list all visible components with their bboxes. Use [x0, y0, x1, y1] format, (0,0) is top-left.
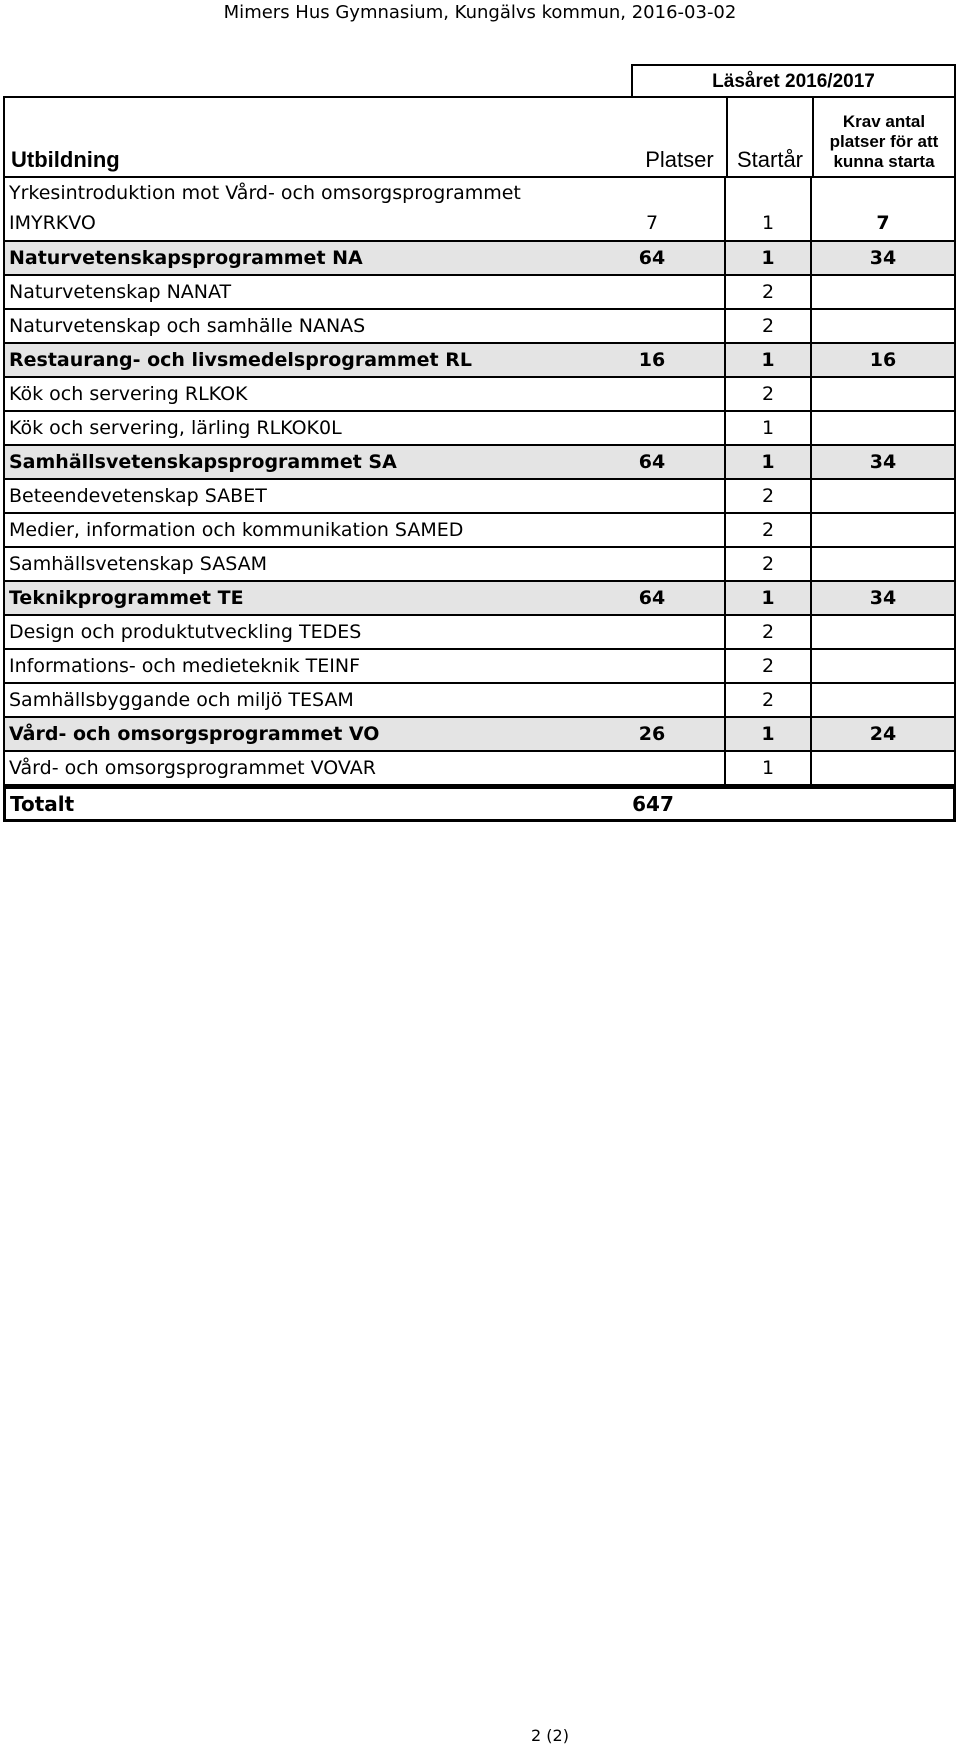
- startar-cell: 2: [724, 616, 810, 648]
- program-name-cell: Restaurang- och livsmedelsprogrammet RL: [9, 349, 472, 371]
- specialization-row: [3, 514, 956, 548]
- table-header-row: [3, 96, 956, 178]
- column-header-startar-label: Startår: [736, 147, 804, 172]
- total-label: Totalt: [10, 792, 75, 816]
- specialization-row: [3, 310, 956, 344]
- krav-cell: [810, 650, 954, 682]
- specialization-row: [3, 752, 956, 786]
- program-name-cell: Yrkesintroduktion mot Vård- och omsorgsprogrammet IMYRKVO: [9, 182, 521, 234]
- specialization-row: [3, 412, 956, 446]
- krav-cell: 16: [810, 344, 954, 376]
- specialization-row: [3, 650, 956, 684]
- krav-cell: [810, 752, 954, 784]
- program-table-body: [3, 178, 956, 822]
- startar-cell: 1: [724, 582, 810, 614]
- krav-cell: [810, 684, 954, 716]
- program-name-cell: Vård- och omsorgsprogrammet VO: [9, 723, 380, 745]
- page-number: 2 (2): [531, 1726, 569, 1745]
- program-name-cell: Kök och servering, lärling RLKOK0L: [9, 417, 342, 439]
- startar-cell: 2: [724, 378, 810, 410]
- startar-cell: 1: [724, 752, 810, 784]
- specialization-row: [3, 276, 956, 310]
- startar-cell: 1: [724, 446, 810, 478]
- startar-cell: 1: [724, 242, 810, 274]
- program-name-cell: Vård- och omsorgsprogrammet VOVAR: [9, 757, 376, 779]
- program-name-cell: Samhällsvetenskapsprogrammet SA: [9, 451, 397, 473]
- startar-cell: 1: [724, 178, 810, 240]
- program-row: [3, 242, 956, 276]
- program-name-cell: Informations- och medieteknik TEINF: [9, 655, 361, 677]
- krav-cell: [810, 378, 954, 410]
- program-name-cell: Beteendevetenskap SABET: [9, 485, 267, 507]
- platser-cell: 64: [638, 247, 666, 269]
- krav-cell: 7: [810, 178, 954, 240]
- program-name-cell: Samhällsvetenskap SASAM: [9, 553, 267, 575]
- specialization-row: [3, 548, 956, 582]
- specialization-row: [3, 178, 956, 242]
- startar-cell: 2: [724, 650, 810, 682]
- platser-cell: 26: [638, 723, 666, 745]
- krav-cell: [810, 480, 954, 512]
- krav-cell: 34: [810, 242, 954, 274]
- krav-cell: [810, 514, 954, 546]
- program-name-cell: Teknikprogrammet TE: [9, 587, 244, 609]
- krav-cell: 34: [810, 582, 954, 614]
- startar-cell: 2: [724, 684, 810, 716]
- program-name-cell: Samhällsbyggande och miljö TESAM: [9, 689, 354, 711]
- column-header-program: [5, 98, 633, 176]
- platser-cell: 16: [638, 349, 666, 371]
- startar-cell: 2: [724, 514, 810, 546]
- program-row: [3, 582, 956, 616]
- startar-cell: 1: [724, 412, 810, 444]
- krav-cell: [810, 616, 954, 648]
- specialization-row: [3, 684, 956, 718]
- krav-cell: [810, 412, 954, 444]
- krav-cell: 34: [810, 446, 954, 478]
- column-header-platser: [633, 98, 726, 176]
- platser-cell: 7: [645, 212, 659, 234]
- column-header-krav: [812, 98, 954, 176]
- krav-cell: [810, 548, 954, 580]
- column-header-program-label: Utbildning: [11, 147, 120, 172]
- program-row: [3, 446, 956, 480]
- platser-cell: 64: [638, 587, 666, 609]
- program-row: [3, 718, 956, 752]
- program-row: [3, 344, 956, 378]
- krav-cell: 24: [810, 718, 954, 750]
- startar-cell: 2: [724, 310, 810, 342]
- program-name-cell: Design och produktutveckling TEDES: [9, 621, 362, 643]
- specialization-row: [3, 378, 956, 412]
- program-name-cell: Kök och servering RLKOK: [9, 383, 248, 405]
- program-name-cell: Medier, information och kommunikation SAMED: [9, 519, 464, 541]
- column-header-platser-label: Platser: [645, 147, 714, 172]
- column-header-krav-label: Krav antal platser för att kunna starta: [829, 112, 939, 171]
- specialization-row: [3, 616, 956, 650]
- program-name-cell: Naturvetenskap NANAT: [9, 281, 232, 303]
- program-name-cell: Naturvetenskapsprogrammet NA: [9, 247, 363, 269]
- krav-cell: [810, 310, 954, 342]
- startar-cell: 1: [724, 344, 810, 376]
- krav-cell: [810, 276, 954, 308]
- startar-cell: 2: [724, 276, 810, 308]
- program-name-cell: Naturvetenskap och samhälle NANAS: [9, 315, 366, 337]
- startar-cell: 2: [724, 548, 810, 580]
- specialization-row: [3, 480, 956, 514]
- column-header-startar: [726, 98, 812, 176]
- startar-cell: 1: [724, 718, 810, 750]
- total-platser: 647: [632, 792, 674, 816]
- platser-cell: 64: [638, 451, 666, 473]
- document-header: Mimers Hus Gymnasium, Kungälvs kommun, 2016-03-02: [223, 2, 737, 23]
- startar-cell: 2: [724, 480, 810, 512]
- school-year-heading: Läsåret 2016/2017: [631, 64, 956, 96]
- total-row: [3, 786, 956, 822]
